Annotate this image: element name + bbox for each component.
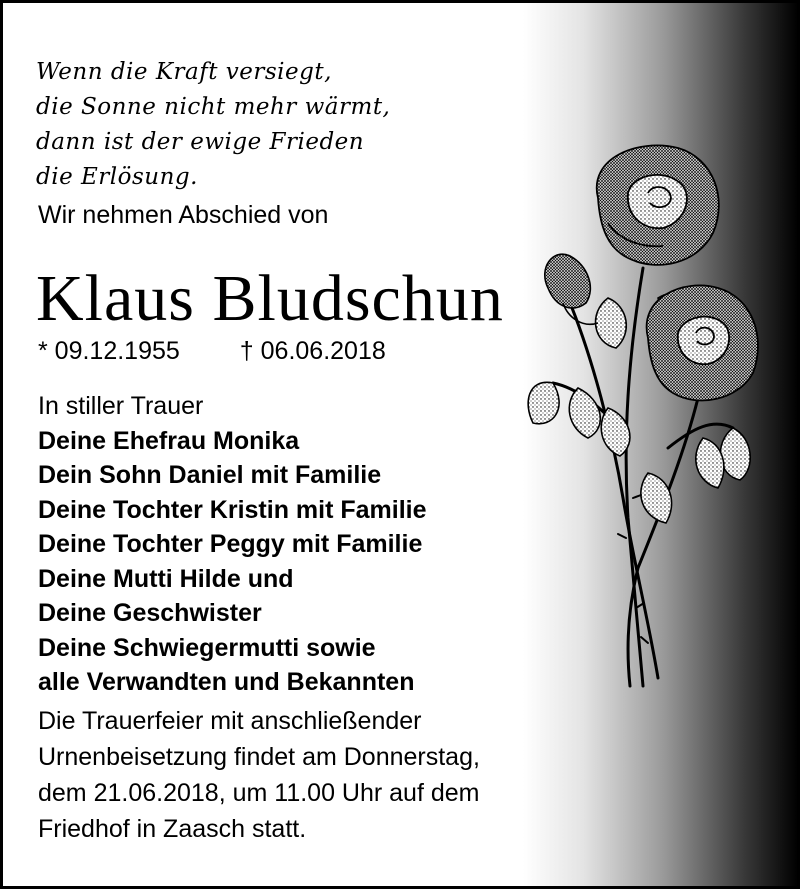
mourners-intro: In stiller Trauer: [38, 392, 204, 420]
poem-line: die Sonne nicht mehr wärmt,: [36, 94, 391, 120]
mourner-entry: alle Verwandten und Bekannten: [38, 668, 415, 696]
mourner-entry: Deine Schwiegermutti sowie: [38, 633, 376, 662]
life-dates: [38, 337, 386, 366]
farewell-text: Wir nehmen Abschied von: [38, 201, 329, 229]
mourner-entry: Deine Tochter Peggy mit Familie: [38, 530, 423, 558]
mourner-entry: Deine Mutti Hilde und: [38, 564, 294, 593]
poem-line: Wenn die Kraft versiegt,: [36, 59, 332, 85]
mourner-entry: Deine Geschwister: [38, 599, 262, 627]
mourner-entry: Deine Ehefrau Monika: [38, 426, 300, 455]
birth-date: * 09.12.1955: [38, 337, 180, 365]
poem: [36, 55, 390, 195]
death-date: † 06.06.2018: [239, 337, 386, 365]
mourners-list: [38, 389, 427, 700]
service-line: Urnenbeisetzung findet am Donnerstag,: [38, 743, 480, 771]
mourner-entry: Deine Tochter Kristin mit Familie: [38, 495, 427, 524]
service-line: Die Trauerfeier mit anschließender: [38, 707, 422, 735]
service-line: Friedhof in Zaasch statt.: [38, 815, 307, 843]
service-line: dem 21.06.2018, um 11.00 Uhr auf dem: [38, 779, 480, 807]
poem-line: die Erlösung.: [36, 164, 198, 190]
mourner-entry: Dein Sohn Daniel mit Familie: [38, 461, 382, 489]
poem-line: dann ist der ewige Frieden: [36, 129, 365, 155]
roses-illustration-icon: [508, 138, 768, 698]
deceased-name: Klaus Bludschun: [36, 262, 504, 335]
funeral-service-info: [38, 703, 480, 847]
